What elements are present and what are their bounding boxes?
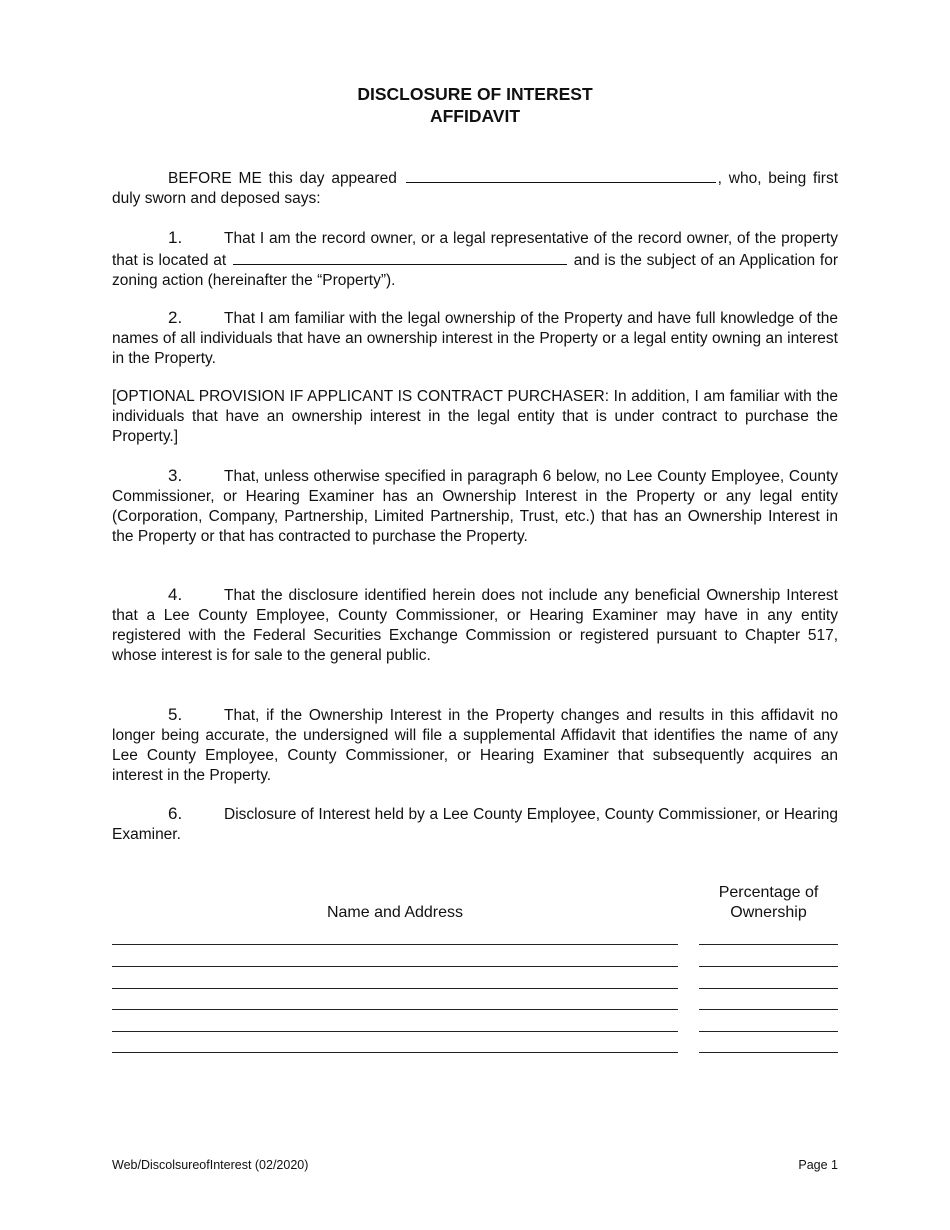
percentage-line[interactable]: [699, 988, 838, 989]
paragraph-1-number: 1.: [168, 228, 183, 247]
document-title: [0, 83, 950, 127]
paragraph-2-text: That I am familiar with the legal ownership of the Property and have full knowledge of the names of all individuals that have an ownership interest in the Property or a legal entity owning an interest in the Property.: [112, 310, 838, 367]
name-address-line[interactable]: [112, 988, 678, 989]
percentage-header-line-2: Ownership: [730, 904, 807, 921]
percentage-line[interactable]: [699, 1031, 838, 1032]
percentage-line[interactable]: [699, 1052, 838, 1053]
intro-before-text: BEFORE ME this day appeared: [168, 170, 397, 187]
paragraph-3-number: 3.: [168, 466, 183, 485]
footer-form-id: Web/DiscolsureofInterest (02/2020): [112, 1158, 309, 1172]
percentage-header: [699, 883, 838, 923]
name-address-line[interactable]: [112, 966, 678, 967]
name-address-line[interactable]: [112, 1031, 678, 1032]
title-line-2: AFFIDAVIT: [429, 106, 521, 126]
paragraph-5: [112, 705, 838, 786]
paragraph-4-number: 4.: [168, 585, 183, 604]
percentage-line[interactable]: [699, 944, 838, 945]
percentage-line[interactable]: [699, 966, 838, 967]
paragraph-2-number: 2.: [168, 308, 183, 327]
property-location-blank[interactable]: [233, 249, 567, 265]
paragraph-6: [112, 804, 838, 845]
paragraph-1-before-text: That I am the record owner, or a legal representative of the record owner, of the property that is located at: [112, 230, 838, 269]
paragraph-1-after-text: and is the subject of an Application for zoning action (hereinafter the “Property”).: [112, 252, 839, 289]
appearer-name-blank[interactable]: [406, 167, 716, 183]
name-address-line[interactable]: [112, 1052, 678, 1053]
paragraph-6-text: Disclosure of Interest held by a Lee County Employee, County Commissioner, or Hearing Examiner.: [112, 806, 838, 843]
footer-page-number: Page 1: [798, 1158, 838, 1172]
paragraph-1: [112, 228, 838, 291]
paragraph-5-text: That, if the Ownership Interest in the Property changes and results in this affidavit no longer being accurate, the undersigned will file a supplemental Affidavit that identifies the name of any Lee County Employee, County Commissioner, or Hearing Examiner that subsequently acquires an interest in the Property.: [112, 707, 838, 784]
title-line-1: DISCLOSURE OF INTEREST: [357, 84, 593, 104]
percentage-header-line-1: Percentage of: [718, 884, 819, 901]
name-address-line[interactable]: [112, 1009, 678, 1010]
name-address-line[interactable]: [112, 944, 678, 945]
intro-paragraph: [112, 167, 838, 209]
optional-provision-text: [OPTIONAL PROVISION IF APPLICANT IS CONTRACT PURCHASER: In addition, I am familiar with the individuals that have an ownership interest in the legal entity that is under contract to purchase the Property.]: [112, 388, 838, 445]
paragraph-5-number: 5.: [168, 705, 183, 724]
paragraph-3: [112, 466, 838, 547]
optional-provision: [112, 387, 838, 447]
intro-after-text: , who, being first duly sworn and deposed says:: [112, 170, 838, 207]
paragraph-2: [112, 308, 838, 369]
percentage-line[interactable]: [699, 1009, 838, 1010]
paragraph-6-number: 6.: [168, 804, 183, 823]
paragraph-4-text: That the disclosure identified herein does not include any beneficial Ownership Interest that a Lee County Employee, County Commissioner, or Hearing Examiner may have in any entity registered with the Federal Securities Exchange Commission or registered pursuant to Chapter 517, whose interest is for sale to the general public.: [112, 587, 838, 664]
paragraph-4: [112, 585, 838, 666]
name-address-header: Name and Address: [326, 904, 464, 921]
paragraph-3-text: That, unless otherwise specified in paragraph 6 below, no Lee County Employee, County Commissioner, or Hearing Examiner has an Ownership Interest in the Property or any legal entity (Corporation, Company, Partnership, Limited Partnership, Trust, etc.) that has an Ownership Interest in the Property or that has contracted to purchase the Property.: [112, 468, 838, 545]
